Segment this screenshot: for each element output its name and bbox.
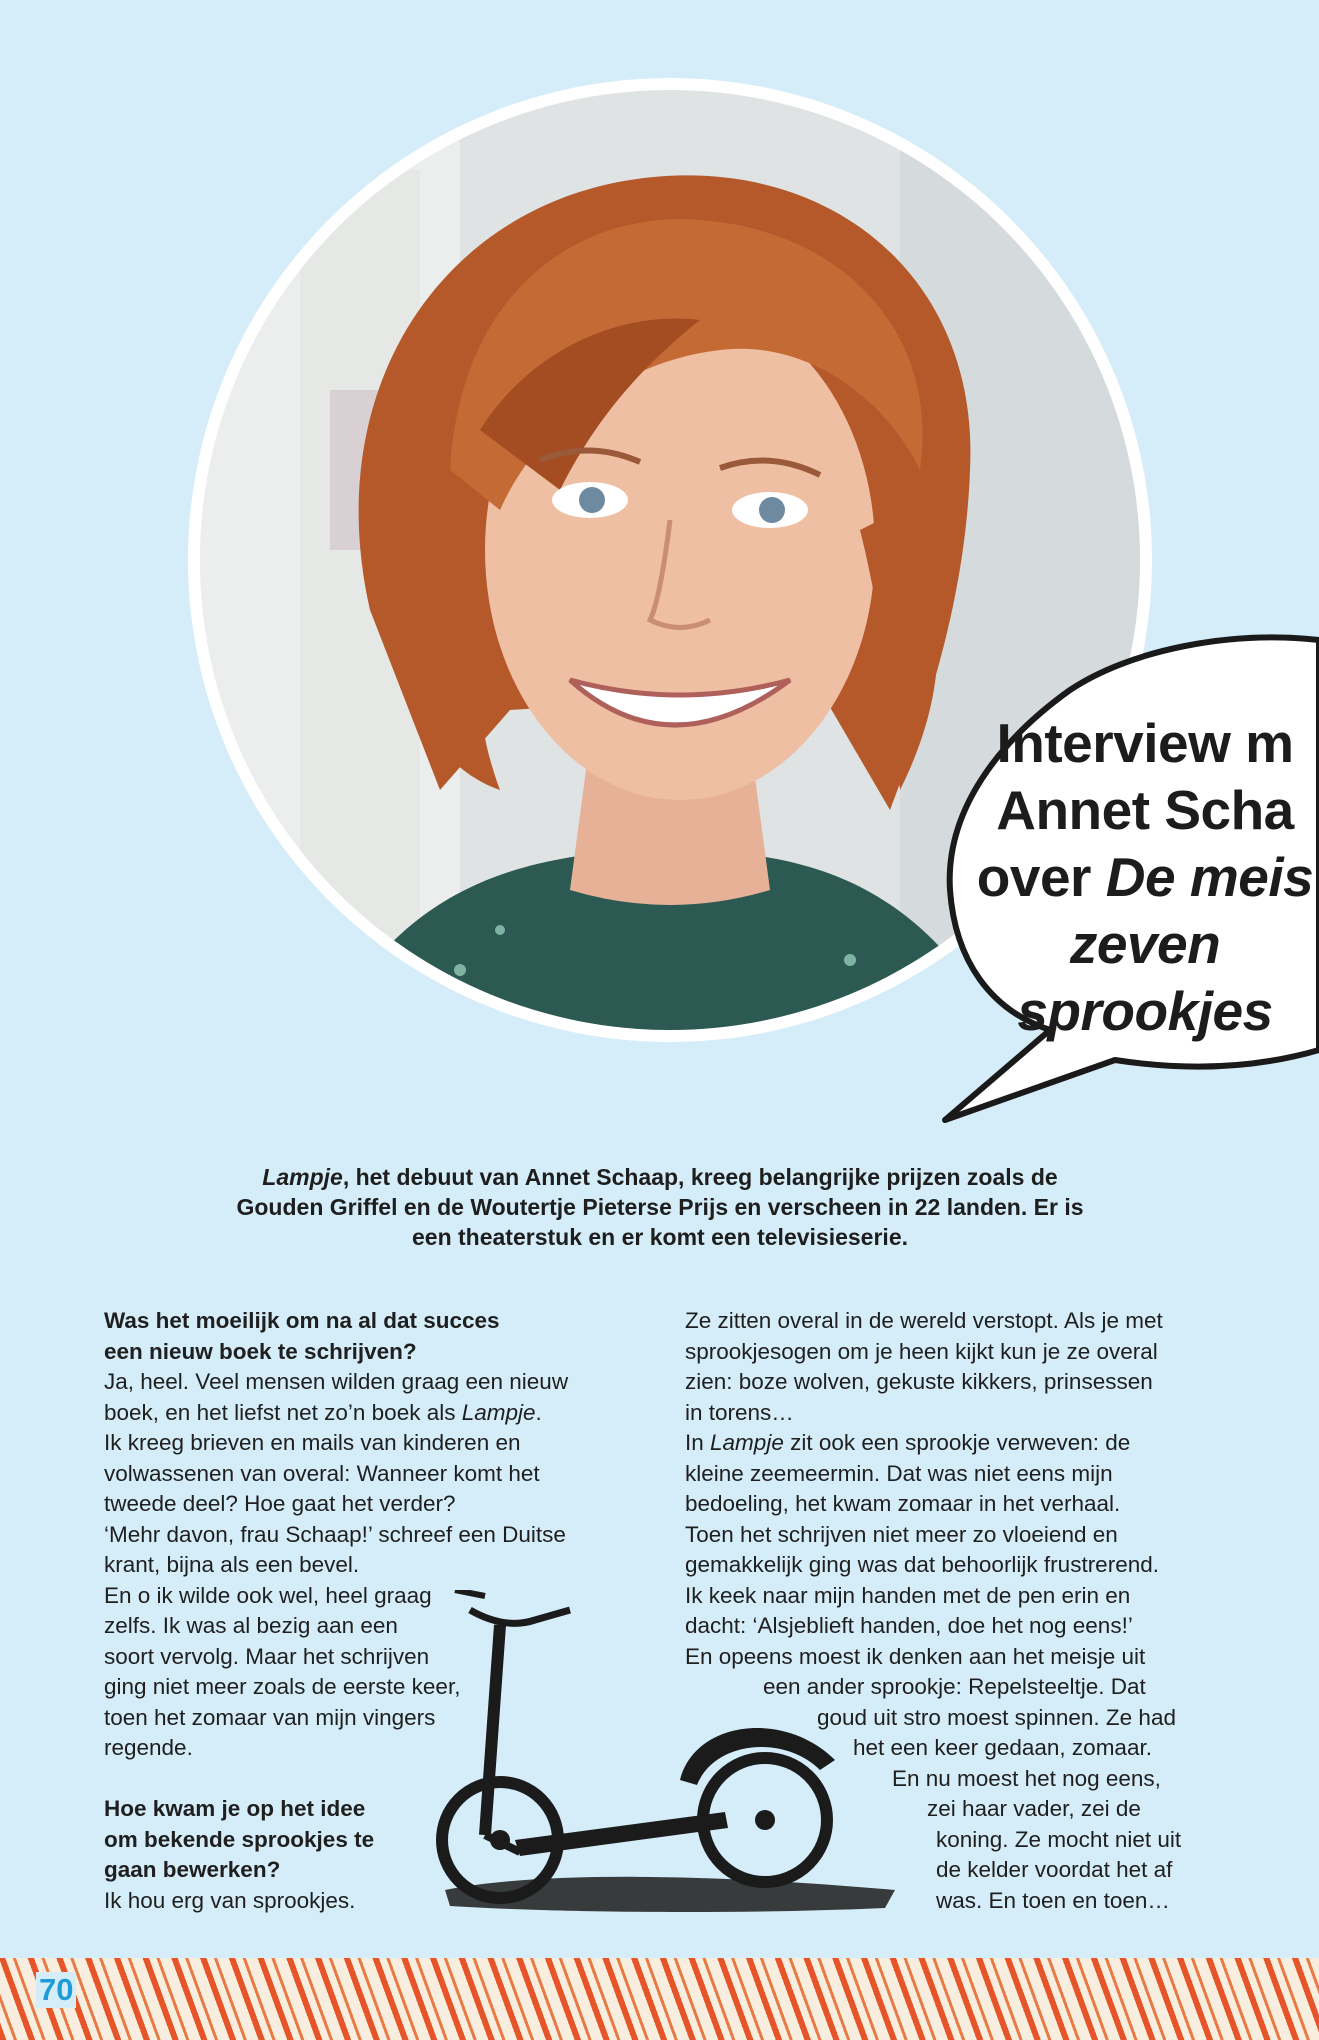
text-line: dacht: ‘Alsjeblieft handen, doe het nog eens!’: [685, 1613, 1133, 1638]
text-line: In: [685, 1430, 711, 1455]
answer-1-line: Ik kreeg brieven en mails van kinderen en: [104, 1430, 521, 1455]
answer-1-line: volwassenen van overal: Wanneer komt het: [104, 1460, 540, 1486]
answer-1-line: regende.: [104, 1735, 193, 1760]
footer-pattern: [0, 1958, 1319, 2040]
page-number: 70: [36, 1972, 76, 2008]
answer-2-line: Ik hou erg van sprookjes.: [104, 1887, 356, 1913]
question-2-line: om bekende sprookjes te: [104, 1826, 375, 1852]
text-line: goud uit stro moest spinnen. Ze had: [817, 1704, 1176, 1730]
text-line: zien: boze wolven, gekuste kikkers, prinsessen: [685, 1369, 1153, 1394]
indented-line: [927, 1794, 1225, 1825]
text-line: Ik keek naar mijn handen met de pen erin en: [685, 1582, 1131, 1608]
text-line: gemakkelijk ging was dat behoorlijk frustrerend.: [685, 1552, 1159, 1577]
text-line: zei haar vader, zei de: [927, 1796, 1141, 1821]
scooter-icon: [425, 1590, 905, 1920]
answer-1-line: tweede deel? Hoe gaat het verder?: [104, 1491, 456, 1516]
indented-line: [936, 1886, 1225, 1917]
question-1-line-1: Was het moeilijk om na al dat succes: [104, 1308, 500, 1333]
intro-book-title: Lampje: [262, 1164, 343, 1190]
answer-1-line: boek, en het liefst net zo’n boek als: [104, 1399, 462, 1425]
bubble-line-3-plain: over: [976, 846, 1106, 908]
bubble-line-3-italic: De meis: [1105, 846, 1314, 908]
answer-1-line: krant, bijna als een bevel.: [104, 1552, 360, 1577]
answer-1-line: ging niet meer zoals de eerste keer,: [104, 1674, 461, 1699]
answer-1-line: toen het zomaar van mijn vingers: [104, 1704, 436, 1730]
text-line: koning. Ze mocht niet uit: [936, 1826, 1182, 1852]
question-1: [104, 1306, 624, 1367]
indented-line: [892, 1764, 1225, 1795]
text-line: En opeens moest ik denken aan het meisje uit: [685, 1643, 1146, 1669]
text-line: het een keer gedaan, zomaar.: [853, 1735, 1152, 1760]
indented-line: [853, 1733, 1225, 1764]
text-line: zit ook een sprookje verweven: de: [783, 1430, 1131, 1455]
indented-line: [936, 1825, 1225, 1856]
question-2-line: Hoe kwam je op het idee: [104, 1796, 366, 1821]
bubble-line-5-italic: sprookjes: [1017, 980, 1273, 1042]
indented-line: [936, 1855, 1225, 1886]
question-1-line-2: een nieuw boek te schrijven?: [104, 1338, 417, 1364]
answer-1-line: zelfs. Ik was al bezig aan een: [104, 1613, 398, 1638]
text-line: Ze zitten overal in de wereld verstopt. Als je met: [685, 1308, 1163, 1333]
intro-text: , het debuut van Annet Schaap, kreeg belangrijke prijzen zoals de Gouden Griffel en de Woutertje Pieterse Prijs en verscheen in 22 landen. Er is een theaterstuk en er komt een televisieserie.: [236, 1164, 1084, 1250]
answer-1-line: Ja, heel. Veel mensen wilden graag een nieuw: [104, 1369, 569, 1394]
answer-1-line: En o ik wilde ook wel, heel graag: [104, 1582, 432, 1608]
text-line: bedoeling, het kwam zomaar in het verhaal.: [685, 1491, 1121, 1516]
answer-1-line: soort vervolg. Maar het schrijven: [104, 1643, 430, 1669]
book-title: Lampje: [710, 1430, 784, 1455]
text-line: En nu moest het nog eens,: [892, 1765, 1161, 1791]
question-2-line: gaan bewerken?: [104, 1857, 281, 1882]
answer-1-line: .: [535, 1399, 542, 1425]
text-line: een ander sprookje: Repelsteeltje. Dat: [763, 1674, 1146, 1699]
text-line: was. En toen en toen…: [936, 1887, 1170, 1913]
bubble-line-4-italic: zeven: [1069, 913, 1221, 975]
answer-1-line: ‘Mehr davon, frau Schaap!’ schreef een Duitse: [104, 1521, 566, 1547]
text-line: de kelder voordat het af: [936, 1857, 1173, 1882]
speech-bubble: [900, 630, 1319, 1130]
bubble-line-1: Interview m: [996, 712, 1294, 774]
text-line: Toen het schrijven niet meer zo vloeiend en: [685, 1521, 1118, 1547]
bubble-line-4: [935, 911, 1319, 978]
bubble-title: [935, 710, 1319, 1045]
bubble-line-3: [935, 844, 1319, 911]
bubble-line-2: Annet Scha: [996, 779, 1294, 841]
text-line: in torens…: [685, 1399, 794, 1425]
intro-paragraph: [230, 1162, 1090, 1252]
text-line: sprookjesogen om je heen kijkt kun je ze overal: [685, 1338, 1158, 1364]
answer-1-book-title: Lampje: [461, 1399, 536, 1425]
scooter-illustration: [425, 1590, 905, 1920]
text-line: kleine zeemeermin. Dat was niet eens mijn: [685, 1460, 1113, 1486]
bubble-line-5: [935, 978, 1319, 1045]
